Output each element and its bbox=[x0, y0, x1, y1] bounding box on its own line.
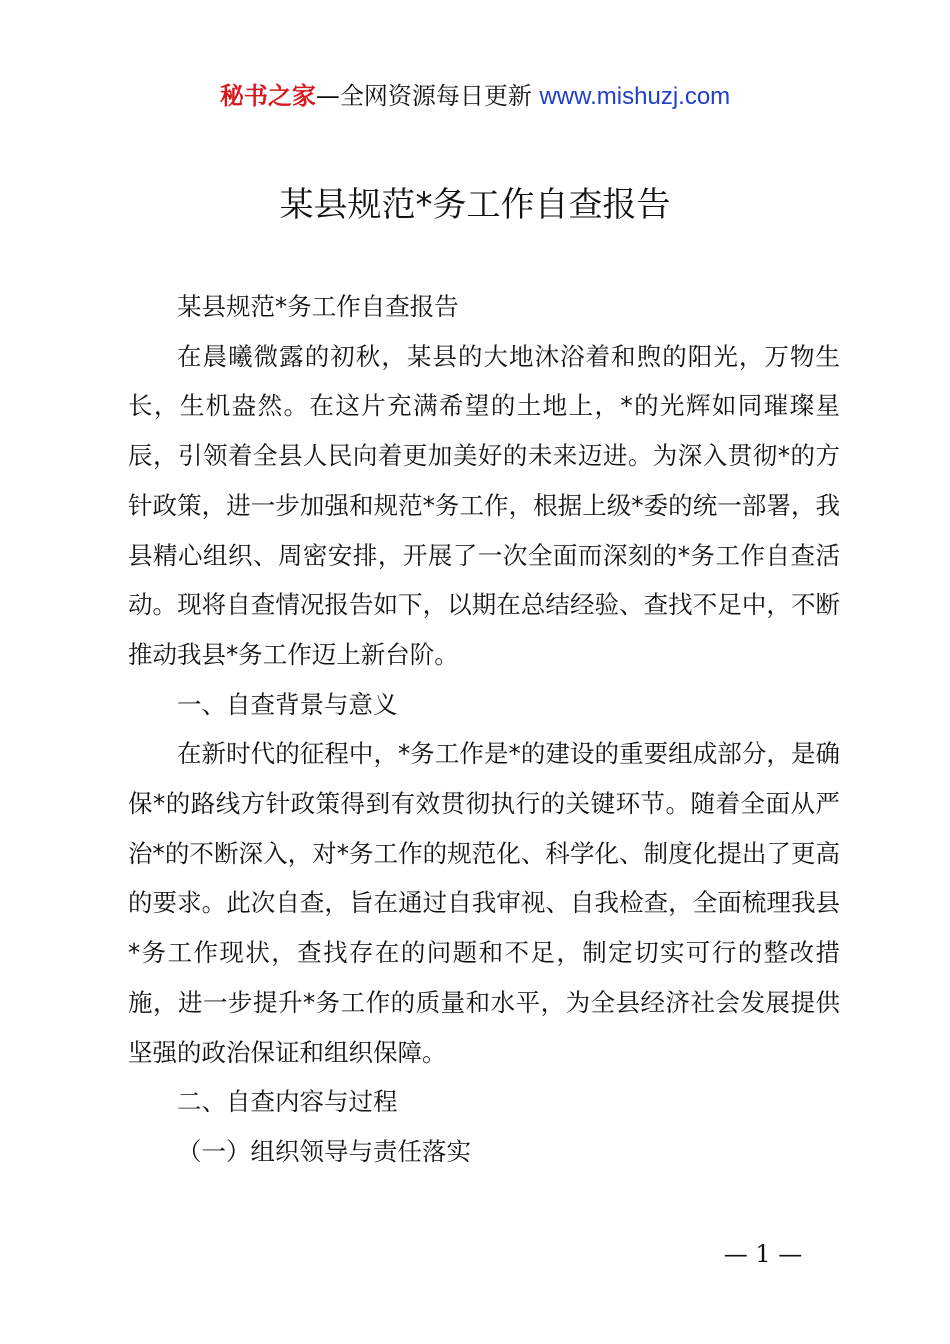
section-heading-1: 一、自查背景与意义 bbox=[177, 689, 398, 719]
banner-slogan: —全网资源每日更新 bbox=[315, 82, 532, 110]
site-banner bbox=[0, 78, 950, 115]
section-heading-2: 二、自查内容与过程 bbox=[177, 1087, 398, 1117]
page-number: — 1 — bbox=[723, 1240, 803, 1268]
subsection-heading-1: （一）组织领导与责任落实 bbox=[177, 1136, 471, 1166]
document-body bbox=[128, 282, 840, 1177]
body-paragraph-background: 在新时代的征程中，*务工作是*的建设的重要组成部分，是确保*的路线方针政策得到有效贯彻执行的关键环节。随着全面从严治*的不断深入，对*务工作的规范化、科学化、制度化提出了更高的要求。此次自查，旨在通过自我审视、自我检查，全面梳理我县*务工作现状，查找存在的问题和不足，制定切实可行的整改措施，进一步提升*务工作的质量和水平，为全县经济社会发展提供坚强的政治保证和组织保障。 bbox=[128, 739, 840, 1067]
body-subtitle: 某县规范*务工作自查报告 bbox=[177, 292, 459, 321]
brand-name: 秘书之家 bbox=[219, 82, 316, 110]
body-paragraph-intro: 在晨曦微露的初秋，某县的大地沐浴着和煦的阳光，万物生长，生机盎然。在这片充满希望的土地上，*的光辉如同璀璨星辰，引领着全县人民向着更加美好的未来迈进。为深入贯彻*的方针政策，进一步加强和规范*务工作，根据上级*委的统一部署，我县精心组织、周密安排，开展了一次全面而深刻的*务工作自查活动。现将自查情况报告如下，以期在总结经验、查找不足中，不断推动我县*务工作迈上新台阶。 bbox=[128, 341, 840, 669]
site-url-link[interactable]: www.mishuzj.com bbox=[539, 83, 731, 110]
document-title: 某县规范*务工作自查报告 bbox=[279, 185, 671, 225]
